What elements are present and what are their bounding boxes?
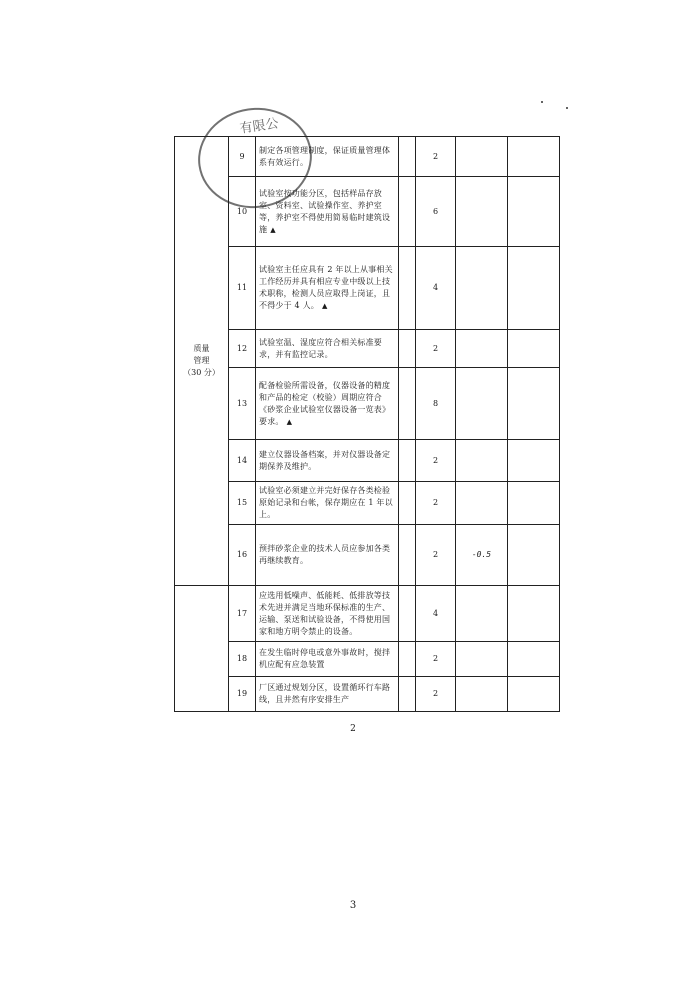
category-cell: 质量 管理 （30 分） (175, 137, 229, 586)
deduction-cell (456, 177, 508, 247)
table-row (175, 525, 560, 586)
deduction-cell (456, 586, 508, 642)
item-number: 12 (229, 330, 256, 368)
deduction-cell (456, 247, 508, 330)
key-item-triangle-icon: ▲ (321, 302, 328, 310)
score-cell: 2 (416, 642, 456, 677)
remarks-cell (508, 677, 560, 712)
seal-text: 有限公 (238, 116, 280, 137)
item-number: 16 (229, 525, 256, 586)
remarks-cell (508, 330, 560, 368)
scan-speck (566, 107, 568, 109)
table-row (175, 368, 560, 440)
spacer-cell (399, 525, 416, 586)
item-number: 18 (229, 642, 256, 677)
table-row (175, 440, 560, 482)
table-row (175, 677, 560, 712)
requirement-label: 试验室按功能分区，包括样品存放室、资料室、试验操作室、养护室等，养护室不得使用简易临时建筑设施 (259, 188, 391, 234)
table-row (175, 247, 560, 330)
score-cell: 2 (416, 330, 456, 368)
deduction-cell (456, 482, 508, 525)
score-cell: 6 (416, 177, 456, 247)
requirement-text (256, 677, 399, 712)
deduction-cell (456, 440, 508, 482)
spacer-cell (399, 330, 416, 368)
spacer-cell (399, 137, 416, 177)
table-row (175, 177, 560, 247)
score-cell: 4 (416, 586, 456, 642)
table-row (175, 482, 560, 525)
requirement-text (256, 482, 399, 525)
deduction-cell (456, 642, 508, 677)
remarks-cell (508, 482, 560, 525)
deduction-cell (456, 137, 508, 177)
key-item-triangle-icon: ▲ (270, 225, 276, 234)
item-number: 14 (229, 440, 256, 482)
requirement-label: 制定各项管理制度，保证质量管理体系有效运行。 (259, 145, 391, 167)
requirement-label: 预拌砂浆企业的技术人员应参加各类再继续教育。 (259, 544, 391, 565)
requirement-text (256, 440, 399, 482)
score-cell: 2 (416, 482, 456, 525)
outer-page-number: 3 (349, 900, 357, 911)
requirement-text (256, 330, 399, 368)
score-cell: 2 (416, 677, 456, 712)
spacer-cell (399, 247, 416, 330)
table-row (175, 642, 560, 677)
spacer-cell (399, 482, 416, 525)
score-cell: 2 (416, 440, 456, 482)
remarks-cell (508, 137, 560, 177)
assessment-table (174, 136, 560, 712)
key-item-triangle-icon: ▲ (286, 417, 293, 426)
item-number: 19 (229, 677, 256, 712)
requirement-text (256, 642, 399, 677)
scan-speck (541, 101, 543, 103)
spacer-cell (399, 440, 416, 482)
requirement-label: 在发生临时停电或意外事故时，搅拌机应配有应急装置 (259, 648, 391, 669)
remarks-cell (508, 586, 560, 642)
remarks-cell (508, 642, 560, 677)
category-cell-empty (175, 586, 229, 712)
item-number: 9 (229, 137, 256, 177)
item-number: 17 (229, 586, 256, 642)
requirement-label: 厂区通过规划分区，设置循环行车路线，且井然有序安排生产 (259, 683, 391, 704)
score-cell: 4 (416, 247, 456, 330)
remarks-cell (508, 525, 560, 586)
requirement-label: 试验室必须建立并完好保存各类检验原始记录和台帐，保存期应在 1 年以上。 (259, 486, 393, 519)
requirement-text (256, 525, 399, 586)
requirement-text (256, 586, 399, 642)
deduction-cell (456, 330, 508, 368)
spacer-cell (399, 677, 416, 712)
remarks-cell (508, 177, 560, 247)
spacer-cell (399, 368, 416, 440)
table-row (175, 586, 560, 642)
remarks-cell (508, 247, 560, 330)
requirement-label: 试验室温、湿度应符合相关标准要求，并有监控记录。 (259, 337, 382, 359)
deduction-cell (456, 677, 508, 712)
requirement-text (256, 137, 399, 177)
deduction-cell: -0.5 (456, 525, 508, 586)
requirement-label: 试验室主任应具有 2 年以上从事相关工作经历并具有相应专业中级以上技术职称，检测人员应取得上岗证，且不得少于 4 人。 (259, 265, 393, 310)
item-number: 15 (229, 482, 256, 525)
score-cell: 2 (416, 525, 456, 586)
remarks-cell (508, 440, 560, 482)
score-cell: 8 (416, 368, 456, 440)
spacer-cell (399, 177, 416, 247)
item-number: 10 (229, 177, 256, 247)
score-cell: 2 (416, 137, 456, 177)
requirement-text (256, 177, 399, 247)
requirement-label: 配备检验所需设备，仪器设备的精度和产品的检定（校验）周期应符合《砂浆企业试验室仪器设备一览表》要求。 (259, 380, 391, 426)
table-row (175, 137, 560, 177)
inner-page-number: 2 (350, 724, 356, 734)
spacer-cell (399, 642, 416, 677)
requirement-text (256, 247, 399, 330)
requirement-label: 应选用低噪声、低能耗、低排放等技术先进并满足当地环保标准的生产、运输、泵送和试验设备，不得使用国家和地方明令禁止的设备。 (259, 590, 391, 636)
table-row (175, 330, 560, 368)
remarks-cell (508, 368, 560, 440)
item-number: 11 (229, 247, 256, 330)
requirement-label: 建立仪器设备档案，并对仪器设备定期保养及维护。 (259, 449, 391, 471)
requirement-text (256, 368, 399, 440)
spacer-cell (399, 586, 416, 642)
item-number: 13 (229, 368, 256, 440)
deduction-cell (456, 368, 508, 440)
